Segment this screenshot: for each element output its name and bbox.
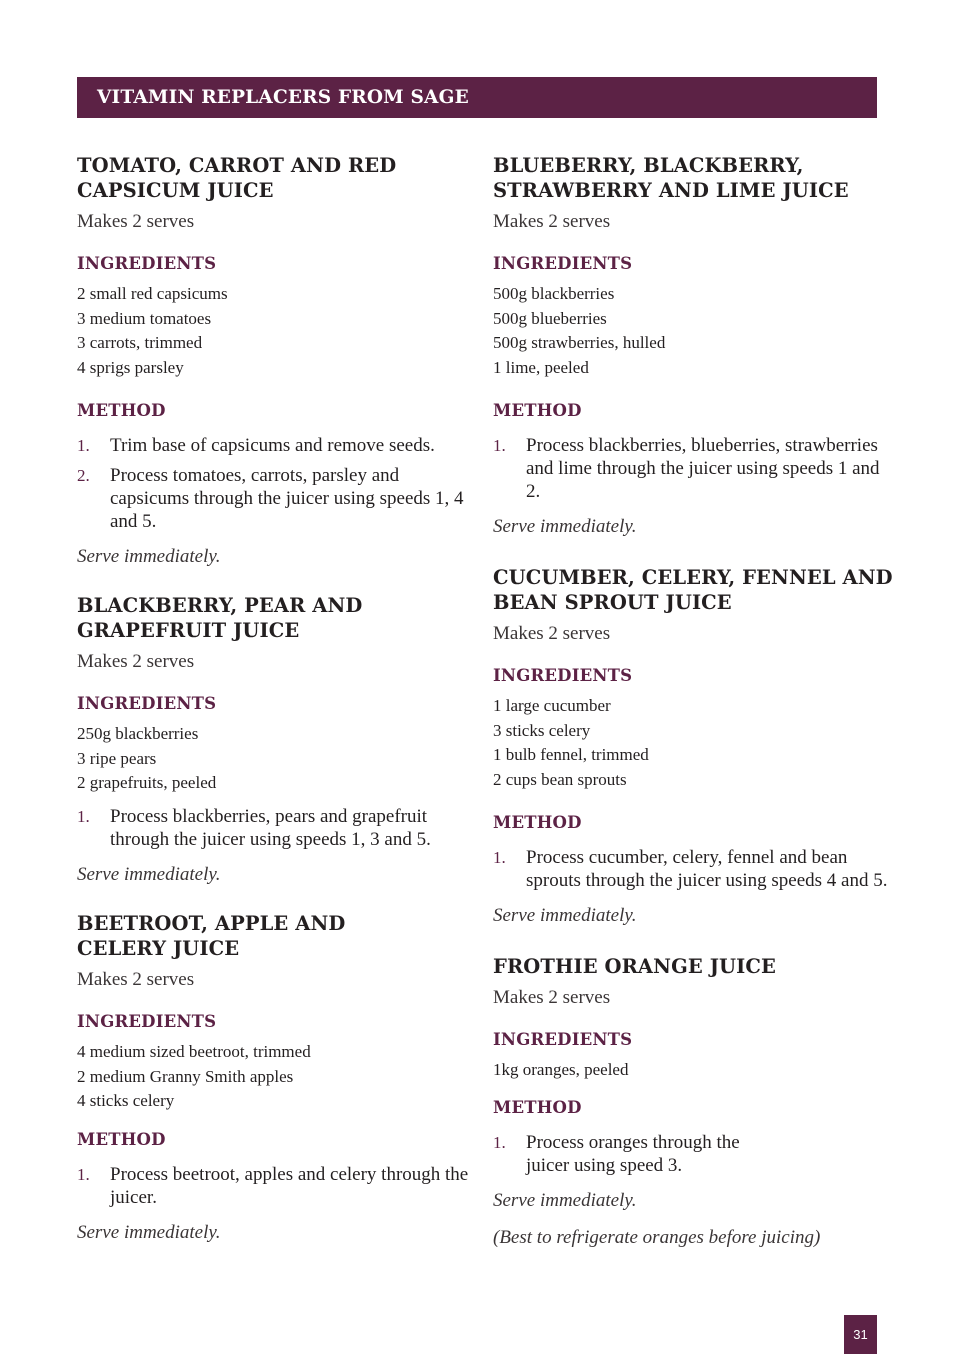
- step-text: Process cucumber, celery, fennel and bean sprouts through the juicer using speeds 4 and 5.: [526, 846, 888, 891]
- step-text: Process blackberries, pears and grapefruit through the juicer using speeds 1, 3 and 5.: [110, 805, 431, 850]
- step-text: Trim base of capsicums and remove seeds.: [110, 434, 435, 456]
- step-number: 1.: [77, 435, 90, 455]
- method-step: [493, 846, 893, 892]
- serve-note: Serve immediately.: [77, 545, 221, 567]
- recipe-title-line: CELERY JUICE: [77, 936, 240, 960]
- ingredients-list: [493, 694, 893, 793]
- recipe-title: [77, 153, 472, 203]
- recipe-title-line: BEAN SPROUT JUICE: [493, 590, 732, 614]
- recipe-blackberry-pear-grapefruit: [77, 593, 472, 887]
- method-heading: METHOD: [493, 1098, 582, 1118]
- recipe-title-line: STRAWBERRY AND LIME JUICE: [493, 179, 849, 202]
- recipe-title-line: GRAPEFRUIT JUICE: [77, 618, 300, 642]
- recipe-serves: Makes 2 serves: [493, 622, 611, 644]
- ingredient-item: 2 medium Granny Smith apples: [77, 1066, 294, 1086]
- ingredients-heading: INGREDIENTS: [77, 693, 217, 713]
- ingredient-item: 1 bulb fennel, trimmed: [493, 745, 649, 765]
- method-step: [77, 464, 472, 533]
- left-column: [77, 153, 472, 1245]
- step-number: 1.: [77, 1165, 90, 1185]
- ingredient-item: 4 medium sized beetroot, trimmed: [77, 1041, 311, 1061]
- refrigerate-note: (Best to refrigerate oranges before juicing): [493, 1227, 821, 1249]
- ingredients-heading: INGREDIENTS: [493, 1029, 633, 1049]
- recipe-title-line: BLACKBERRY, PEAR AND: [77, 593, 363, 617]
- page-number: 31: [844, 1315, 877, 1354]
- recipe-title: [493, 954, 893, 979]
- step-number: 1.: [493, 1133, 506, 1153]
- ingredients-list: [493, 1058, 893, 1083]
- recipe-serves: Makes 2 serves: [77, 650, 195, 672]
- step-text: Process blackberries, blueberries, strawberries and lime through the juicer using speeds 1 and 2.: [526, 434, 880, 502]
- step-text: Process tomatoes, carrots, parsley and capsicums through the juicer using speeds 1, 4 and 5.: [110, 464, 464, 532]
- ingredients-heading: INGREDIENTS: [77, 254, 217, 273]
- method-step: [77, 434, 472, 457]
- serve-note: Serve immediately.: [493, 515, 637, 537]
- ingredient-item: 3 carrots, trimmed: [77, 333, 203, 353]
- ingredient-item: 4 sticks celery: [77, 1091, 175, 1111]
- recipe-title: [77, 593, 472, 643]
- ingredient-item: 1kg oranges, peeled: [493, 1059, 629, 1079]
- recipe-serves: Makes 2 serves: [77, 968, 195, 990]
- section-title: VITAMIN REPLACERS FROM SAGE: [97, 87, 469, 108]
- method-list: [77, 1163, 472, 1209]
- ingredient-item: 3 medium tomatoes: [77, 308, 212, 328]
- recipe-beetroot-apple-celery: [77, 911, 472, 1245]
- recipe-frothie-orange: [493, 954, 893, 1251]
- ingredients-heading: INGREDIENTS: [77, 1011, 217, 1031]
- ingredient-item: 2 cups bean sprouts: [493, 769, 627, 789]
- serve-note: Serve immediately.: [493, 1190, 637, 1212]
- ingredients-list: [77, 282, 472, 381]
- method-step: [493, 1131, 756, 1177]
- step-text: Process oranges through the juicer using speed 3.: [526, 1132, 740, 1177]
- recipe-title-line: BEETROOT, APPLE AND: [77, 911, 346, 935]
- serve-note: Serve immediately.: [77, 1222, 221, 1244]
- ingredients-list: [77, 1040, 472, 1114]
- ingredient-item: 1 lime, peeled: [493, 358, 589, 378]
- recipe-blueberry-blackberry-strawberry-lime: [493, 153, 893, 539]
- serve-note: Serve immediately.: [493, 904, 637, 926]
- recipe-title-line: TOMATO, CARROT AND RED: [77, 154, 397, 177]
- step-number: 1.: [493, 847, 506, 867]
- method-list: [77, 434, 472, 533]
- ingredient-item: 2 grapefruits, peeled: [77, 773, 217, 793]
- method-heading: METHOD: [77, 1130, 166, 1150]
- method-list: [493, 1131, 893, 1177]
- step-number: 1.: [493, 435, 506, 455]
- step-text: Process beetroot, apples and celery through the juicer.: [110, 1164, 469, 1209]
- recipe-title: [493, 153, 893, 203]
- method-step: [77, 805, 472, 851]
- recipe-serves: Makes 2 serves: [493, 211, 611, 232]
- ingredient-item: 3 sticks celery: [493, 720, 591, 740]
- right-column: [493, 153, 893, 1250]
- ingredient-item: 250g blackberries: [77, 723, 199, 743]
- method-step: [493, 434, 893, 503]
- recipe-serves: Makes 2 serves: [77, 211, 195, 232]
- method-heading: METHOD: [77, 400, 166, 420]
- ingredient-item: 1 large cucumber: [493, 695, 611, 715]
- recipe-serves: Makes 2 serves: [493, 986, 611, 1008]
- method-step: [77, 1163, 472, 1209]
- serve-note: Serve immediately.: [77, 863, 221, 885]
- method-heading: METHOD: [493, 812, 582, 832]
- recipe-title-line: BLUEBERRY, BLACKBERRY,: [493, 154, 804, 177]
- ingredient-item: 2 small red capsicums: [77, 284, 228, 303]
- method-list: [493, 434, 893, 503]
- ingredient-item: 3 ripe pears: [77, 748, 157, 768]
- recipe-tomato-carrot-capsicum: [77, 153, 472, 569]
- ingredient-item: 500g blueberries: [493, 308, 607, 328]
- ingredients-heading: INGREDIENTS: [493, 665, 633, 685]
- ingredient-item: 4 sprigs parsley: [77, 358, 184, 378]
- recipe-title: [77, 911, 472, 961]
- method-list: [77, 805, 472, 851]
- recipe-title-line: CAPSICUM JUICE: [77, 179, 274, 202]
- ingredient-item: 500g blackberries: [493, 284, 615, 303]
- section-banner: [77, 77, 877, 118]
- method-list: [493, 846, 893, 892]
- step-number: 1.: [77, 806, 90, 826]
- step-number: 2.: [77, 465, 90, 485]
- recipe-cucumber-celery-fennel-bean-sprout: [493, 565, 893, 928]
- recipe-title-line: CUCUMBER, CELERY, FENNEL AND: [493, 565, 893, 589]
- ingredient-item: 500g strawberries, hulled: [493, 333, 666, 353]
- recipe-title: [493, 565, 893, 615]
- method-heading: METHOD: [493, 400, 582, 420]
- ingredients-list: [493, 282, 893, 381]
- ingredients-heading: INGREDIENTS: [493, 254, 633, 273]
- recipe-title-line: FROTHIE ORANGE JUICE: [493, 954, 776, 978]
- ingredients-list: [77, 722, 472, 796]
